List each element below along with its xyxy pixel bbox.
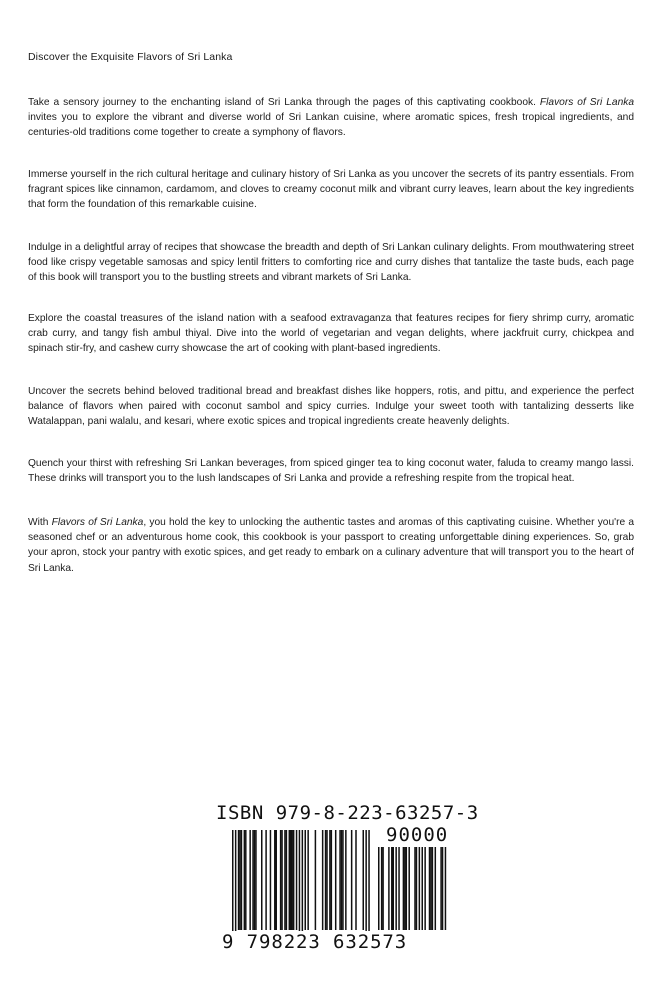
barcode-bar	[232, 830, 234, 942]
barcode-bar	[331, 830, 333, 930]
barcode-bar	[329, 830, 331, 930]
barcode-bar	[339, 830, 341, 930]
paragraph-seafood	[28, 311, 634, 357]
barcode-bar	[255, 830, 257, 930]
barcode-bar	[290, 830, 292, 930]
barcode-bar	[270, 830, 272, 930]
addon-barcode-bar	[419, 847, 421, 930]
barcode-bar	[244, 830, 246, 930]
barcode-bar	[307, 830, 309, 930]
barcode-bar	[363, 830, 365, 930]
barcode-bar	[239, 830, 241, 930]
barcode-bar	[241, 830, 243, 930]
addon-barcode-bar	[393, 847, 395, 930]
addon-barcode-bar	[429, 847, 431, 930]
barcode-bar	[342, 830, 344, 930]
addon-barcode-bar	[403, 847, 405, 930]
barcode-bar	[289, 830, 291, 930]
addon-barcode-bar	[381, 847, 383, 930]
paragraph-closing	[28, 515, 634, 576]
barcode-digits: 9 798223 632573	[222, 931, 408, 953]
barcode-bar	[325, 830, 327, 930]
addon-barcode-bar	[398, 847, 400, 930]
addon-barcode-bar	[404, 847, 406, 930]
barcode-bar	[326, 830, 328, 930]
addon-barcode-bar	[414, 847, 416, 930]
addon-barcode-bar	[435, 847, 437, 930]
text-run: Explore the coastal treasures of the island nation with a seafood extravaganza that features recipes for fiery shrimp curry, aromatic crab curry, and tangy fish ambul thiyal. Dive into the world of vegetarian and vegan delights, where jackfruit curry, chickpea and spinach stir-fry, and cashew curry showcase the art of cooking with plant-based ingredients.	[28, 313, 634, 355]
barcode-bar	[299, 830, 301, 942]
price-code: 90000	[386, 824, 449, 846]
book-title-italic: Flavors of Sri Lanka	[539, 97, 634, 108]
addon-barcode-bar	[445, 847, 447, 930]
addon-barcode-bar	[388, 847, 390, 930]
barcode-bar	[368, 830, 370, 942]
paragraph-street-food	[28, 240, 634, 286]
paragraph-intro	[28, 95, 634, 141]
text-run: Take a sensory journey to the enchanting island of Sri Lanka through the pages of this captivating cookbook.	[28, 97, 540, 108]
barcode-bar	[355, 830, 357, 930]
barcode-bar	[315, 830, 317, 930]
paragraph-beverages	[28, 456, 634, 486]
barcode-bar	[238, 830, 240, 930]
barcode-bar	[335, 830, 337, 930]
barcode-bar	[293, 830, 295, 930]
barcode-bar	[291, 830, 293, 930]
text-run: Quench your thirst with refreshing Sri Lankan beverages, from spiced ginger tea to king coconut water, faluda to creamy mango lassi. These drinks will transport you to the lush landscapes of Sri Lanka and provide a refreshing respite from the tropical heat.	[28, 458, 634, 485]
barcode-bar	[305, 830, 307, 930]
barcode-bar	[276, 830, 278, 930]
addon-barcode-bar	[442, 847, 444, 930]
barcode-bar	[302, 830, 304, 942]
text-run: Indulge in a delightful array of recipes that showcase the breadth and depth of Sri Lankan culinary delights. From mouthwatering street food like crispy vegetable samosas and spicy lentil fritters to comforting rice and curry dishes that tantalize the taste buds, each page of this book will transport you to the bustling streets and vibrant markets of Sri Lanka.	[28, 242, 634, 284]
addon-barcode-bar	[382, 847, 384, 930]
paragraph-breakfast-desserts	[28, 384, 634, 430]
ean13-barcode	[230, 830, 370, 945]
barcode-bar	[265, 830, 267, 930]
addon-barcode-bar	[432, 847, 434, 930]
barcode-bar	[341, 830, 343, 930]
text-run: Immerse yourself in the rich cultural heritage and culinary history of Sri Lanka as you uncover the secrets of its pantry essentials. From fragrant spices like cinnamon, cardamom, and cloves to creamy coconut milk and vibrant curry leaves, learn about the key ingredients that form the foundation of this remarkable cuisine.	[28, 169, 634, 211]
barcode-bar	[351, 830, 353, 930]
addon-barcode-bar	[430, 847, 432, 930]
addon-barcode-bar	[406, 847, 408, 930]
barcode-bar	[280, 830, 282, 930]
barcode-bar	[254, 830, 256, 930]
barcode-bar	[249, 830, 251, 930]
addon-barcode-bar	[424, 847, 426, 930]
barcode-bar	[274, 830, 276, 930]
barcode-bar	[322, 830, 324, 930]
book-title-italic: Flavors of Sri Lanka	[51, 517, 144, 528]
price-addon-barcode	[378, 847, 448, 932]
barcode-bar	[284, 830, 286, 930]
page-title: Discover the Exquisite Flavors of Sri Lanka	[28, 51, 233, 63]
addon-barcode-bar	[422, 847, 424, 930]
addon-barcode-bar	[416, 847, 418, 930]
text-run: invites you to explore the vibrant and diverse world of Sri Lankan cuisine, where aromatic spices, fresh tropical ingredients, and centuries-old traditions come together to create a symphony of flavors.	[28, 112, 634, 139]
paragraph-pantry	[28, 167, 634, 213]
addon-barcode-bar	[378, 847, 380, 930]
addon-barcode-bar	[408, 847, 410, 930]
text-run: With	[28, 517, 52, 528]
isbn-label: ISBN 979-8-223-63257-3	[216, 802, 479, 824]
text-run: , you hold the key to unlocking the authentic tastes and aromas of this captivating cuisine. Whether you're a seasoned chef or an adventurous home cook, this cookbook is your passport to creating unforgettable dining experiences. So, grab your apron, stock your pantry with exotic spices, and get ready to embark on a culinary adventure that will transport you to the heart of Sri Lanka.	[28, 517, 634, 574]
barcode-bar	[365, 830, 367, 942]
addon-barcode-bar	[391, 847, 393, 930]
addon-barcode-bar	[395, 847, 397, 930]
addon-barcode-bar	[440, 847, 442, 930]
text-run: Uncover the secrets behind beloved traditional bread and breakfast dishes like hoppers, rotis, and pittu, and experience the perfect balance of flavors when paired with coconut sambol and spicy curries. Indulge your sweet tooth with tantalizing desserts like Watalappan, pani walalu, and kesari, where exotic spices and tropical ingredients create heavenly delights.	[28, 386, 634, 428]
barcode-bar	[286, 830, 288, 930]
barcode-bar	[261, 830, 263, 930]
barcode-bar	[245, 830, 247, 930]
barcode-bar	[252, 830, 254, 930]
barcode-bar	[235, 830, 237, 942]
barcode-bar	[281, 830, 283, 930]
barcode-bar	[296, 830, 298, 930]
barcode-bar	[345, 830, 347, 930]
